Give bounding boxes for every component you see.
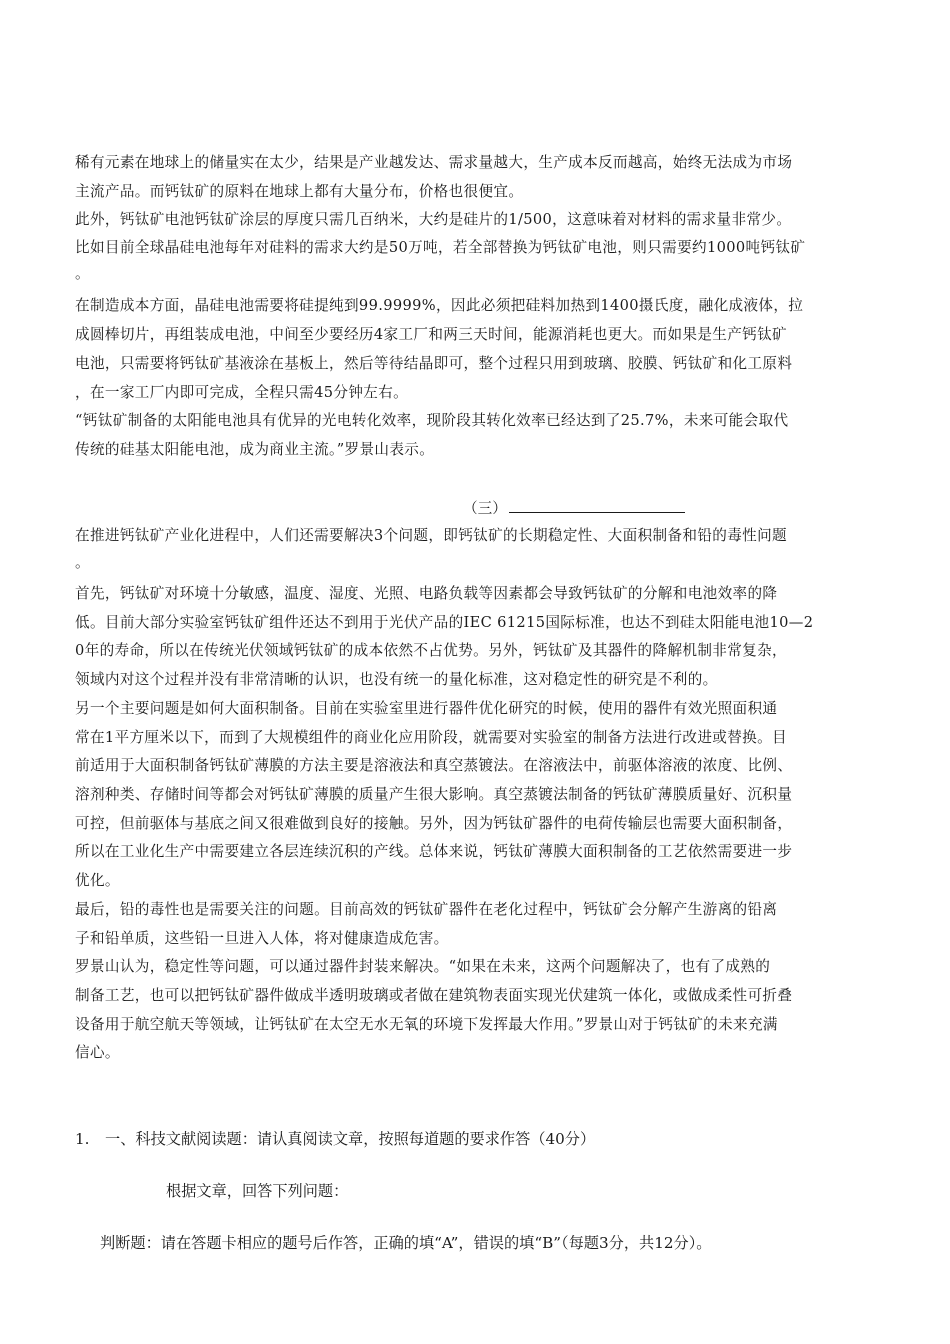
paragraph-line: 成圆棒切片，再组装成电池，中间至少要经历4家工厂和两三天时间，能源消耗也更大。而如果是生产钙钛矿 <box>75 326 787 343</box>
section-heading <box>463 497 685 519</box>
paragraph-line: 所以在工业化生产中需要建立各层连续沉积的产线。总体来说，钙钛矿薄膜大面积制备的工艺依然需要进一步 <box>75 843 793 860</box>
question-title: 一、科技文献阅读题：请认真阅读文章，按照每道题的要求作答（40分） <box>105 1130 596 1148</box>
paragraph-line: 在推进钙钛矿产业化进程中，人们还需要解决3个问题，即钙钛矿的长期稳定性、大面积制备和铅的毒性问题 <box>75 527 787 544</box>
paragraph-line: 罗景山认为，稳定性等问题，可以通过器件封装来解决。“如果在未来，这两个问题解决了，也有了成熟的 <box>75 958 771 975</box>
paragraph-line: 主流产品。而钙钛矿的原料在地球上都有大量分布，价格也很便宜。 <box>75 183 524 200</box>
paragraph-line: 设备用于航空航天等领域，让钙钛矿在太空无水无氧的环境下发挥最大作用。”罗景山对于钙钛矿的未来充满 <box>75 1016 778 1033</box>
paragraph-line: 常在1平方厘米以下，而到了大规模组件的商业化应用阶段，就需要对实验室的制备方法进行改进或替换。目 <box>75 729 787 746</box>
paragraph-line: 。 <box>75 265 90 282</box>
heading-blank-line <box>509 497 685 513</box>
paragraph-line: 领域内对这个过程并没有非常清晰的认识，也没有统一的量化标准，这对稳定性的研究是不利的。 <box>75 671 718 688</box>
question-intro: 根据文章，回答下列问题： <box>166 1182 349 1200</box>
paragraph-line: ，在一家工厂内即可完成，全程只需45分钟左右。 <box>75 384 409 401</box>
paragraph-line: 首先，钙钛矿对环境十分敏感，温度、湿度、光照、电路负载等因素都会导致钙钛矿的分解和电池效率的降 <box>75 585 778 602</box>
question-number: 1. <box>75 1130 90 1148</box>
paragraph-line: 优化。 <box>75 872 120 889</box>
paragraph-line: 溶剂种类、存储时间等都会对钙钛矿薄膜的质量产生很大影响。真空蒸镀法制备的钙钛矿薄膜质量好、沉积量 <box>75 786 793 803</box>
paragraph-line: 制备工艺，也可以把钙钛矿器件做成半透明玻璃或者做在建筑物表面实现光伏建筑一体化，或做成柔性可折叠 <box>75 987 793 1004</box>
paragraph-line: 最后，铅的毒性也是需要关注的问题。目前高效的钙钛矿器件在老化过程中，钙钛矿会分解产生游离的铅离 <box>75 901 778 918</box>
question-instruction: 判断题：请在答题卡相应的题号后作答，正确的填“A”，错误的填“B”（每题3分，共12分）。 <box>100 1234 712 1252</box>
paragraph-line: 低。目前大部分实验室钙钛矿组件还达不到用于光伏产品的IEC 61215国际标准，也达不到硅太阳能电池10—2 <box>75 614 814 631</box>
paragraph-line: 另一个主要问题是如何大面积制备。目前在实验室里进行器件优化研究的时候，使用的器件有效光照面积通 <box>75 700 778 717</box>
paragraph-line: 比如目前全球晶硅电池每年对硅料的需求大约是50万吨，若全部替换为钙钛矿电池，则只需要约1000吨钙钛矿 <box>75 239 806 256</box>
paragraph-line: 此外，钙钛矿电池钙钛矿涂层的厚度只需几百纳米，大约是硅片的1/500，这意味着对材料的需求量非常少。 <box>75 211 792 228</box>
paragraph-line: 信心。 <box>75 1044 120 1061</box>
paragraph-line: 可控，但前驱体与基底之间又很难做到良好的接触。另外，因为钙钛矿器件的电荷传输层也需要大面积制备， <box>75 815 793 832</box>
paragraph-line: 传统的硅基太阳能电池，成为商业主流。”罗景山表示。 <box>75 441 435 458</box>
paragraph-line: “钙钛矿制备的太阳能电池具有优异的光电转化效率，现阶段其转化效率已经达到了25.7%，未来可能会取代 <box>75 412 789 429</box>
paragraph-line: 子和铅单质，这些铅一旦进入人体，将对健康造成危害。 <box>75 930 449 947</box>
paragraph-line: 稀有元素在地球上的储量实在太少，结果是产业越发达、需求量越大，生产成本反而越高，始终无法成为市场 <box>75 154 793 171</box>
paragraph-line: 0年的寿命，所以在传统光伏领域钙钛矿的成本依然不占优势。另外，钙钛矿及其器件的降解机制非常复杂， <box>75 642 787 659</box>
paragraph-line: 前适用于大面积制备钙钛矿薄膜的方法主要是溶液法和真空蒸镀法。在溶液法中，前驱体溶液的浓度、比例、 <box>75 757 793 774</box>
paragraph-line: 电池，只需要将钙钛矿基液涂在基板上，然后等待结晶即可，整个过程只用到玻璃、胶膜、钙钛矿和化工原料 <box>75 355 793 372</box>
section-heading-label: （三） <box>463 500 507 517</box>
paragraph-line: 。 <box>75 554 90 571</box>
paragraph-line: 在制造成本方面，晶硅电池需要将硅提纯到99.9999%，因此必须把硅料加热到1400摄氏度，融化成液体，拉 <box>75 297 804 314</box>
